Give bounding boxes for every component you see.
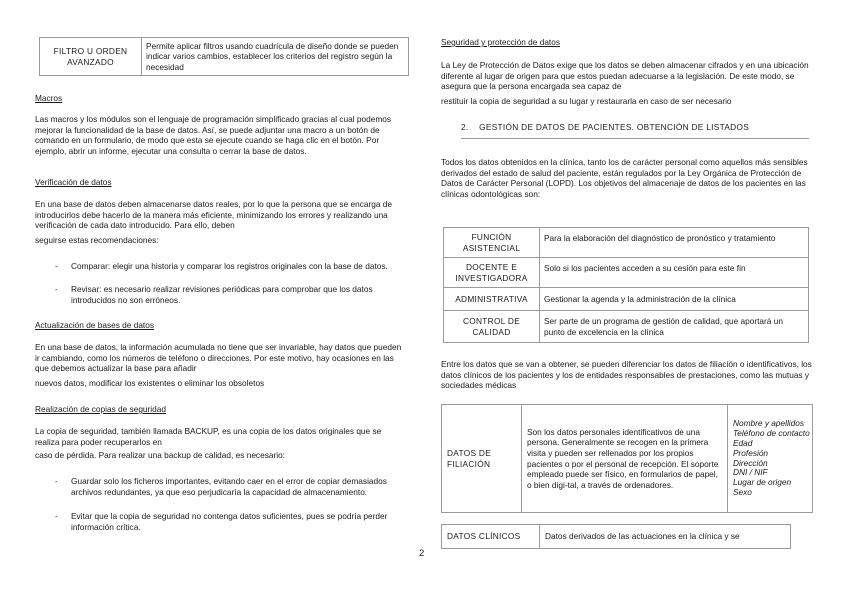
- filter-term-text: FILTRO U ORDEN AVANZADO: [53, 45, 128, 67]
- bullet-text: Guardar solo los ficheros importantes, evitando caer en el error de copiar demasiados archivos redundantes, ya que eso perjudicaría la capacidad de almacenamiento.: [71, 476, 387, 497]
- objective-desc-text: Solo si los pacientes acceden a su cesión para este fin: [544, 263, 746, 273]
- dash-bullet-icon: -: [55, 511, 58, 521]
- filiacion-desc: [522, 405, 728, 513]
- list-item: [55, 476, 385, 510]
- section-2-heading: [461, 122, 809, 133]
- objective-desc: [540, 311, 809, 343]
- actualizacion-paragraph-1: En una base de datos, la información acumulada no tiene que ser invariable, hay datos que pueden ir cambiando, como los números de teléfono o direcciones. Por este motivo, hay ocasiones en las que debemos actualizar la base para añadir: [35, 342, 402, 374]
- filiacion-field: Nombre y apellidos: [733, 417, 805, 428]
- objective-term-text: ADMINISTRATIVA: [455, 293, 528, 304]
- bullet-text: Revisar: es necesario realizar revisiones periódicas para comprobar que los datos introducidos no son erróneos.: [71, 284, 373, 305]
- macros-heading: Macros: [35, 93, 63, 103]
- section-title: GESTIÓN DE DATOS DE PACIENTES. OBTENCIÓN DE LISTADOS: [479, 122, 750, 132]
- dash-bullet-icon: -: [55, 476, 58, 486]
- page-number: 2: [419, 548, 425, 559]
- filiacion-field: Dirección: [733, 457, 768, 468]
- filiacion-field: Teléfono de contacto: [733, 427, 810, 438]
- dash-bullet-icon: -: [55, 284, 58, 294]
- objective-desc: [540, 228, 809, 258]
- verificacion-paragraph-2: seguirse estas recomendaciones:: [35, 235, 159, 245]
- objective-term: [444, 258, 540, 288]
- clinicos-term: [442, 525, 540, 549]
- bullet-text: Evitar que la copia de seguridad no contenga datos suficientes, pues se podría perder información crítica.: [71, 511, 388, 532]
- copias-paragraph-2: caso de pérdida. Para realizar una backup de calidad, es necesario:: [35, 450, 285, 460]
- macros-paragraph: Las macros y los módulos son el lenguaje de programación simplificado gracias al cual podemos mejorar la funcionalidad de la base de datos. Así, se puede adjuntar una macro a un botón de comando en un formulario, de modo que esta se ejecute cuando se haga clic en el botón. Por ejemplo, abrir un informe, ejecutar una consulta o cerrar la base de datos.: [35, 114, 392, 156]
- intro-paragraph: Todos los datos obtenidos en la clínica, tanto los de carácter personal como aquellos más sensibles derivados del estado de salud del paciente, están regulados por la Ley Orgánica de Protección de Datos de Carácter Personal (LOPD). Los objetivos del almacenaje de datos de los pacientes en las clínicas odontológicas son:: [441, 157, 808, 199]
- list-item: [55, 284, 385, 306]
- clinicos-term-text: DATOS CLÍNICOS: [447, 531, 521, 542]
- filter-definition-text: Permite aplicar filtros usando cuadrícula de diseño donde se pueden indicar varios cambios, establecer los criterios del registro según la necesidad: [146, 40, 399, 72]
- objective-term-text: DOCENTE E INVESTIGADORA: [455, 261, 528, 283]
- table-row: [444, 228, 809, 258]
- table-row: [442, 525, 791, 549]
- between-paragraph: Entre los datos que se van a obtener, se pueden diferenciar los datos de filiación o identificativos, los datos clínicos de los pacientes y los de entidades responsables de prestaciones, como las mutuas y sociedades médicas: [441, 359, 812, 391]
- table-row: [444, 288, 809, 311]
- objective-term: [444, 228, 540, 258]
- objective-desc-text: Gestionar la agenda y la administración de la clínica: [544, 293, 736, 304]
- clinicos-table: [441, 524, 791, 549]
- clinicos-desc: [540, 525, 791, 549]
- section-number: 2.: [461, 122, 469, 132]
- copias-paragraph-1: La copia de seguridad, también llamada BACKUP, es una copia de los datos originales que se realiza para poder recuperarlos en: [35, 426, 382, 447]
- objective-desc: [540, 258, 809, 288]
- objective-term-text: CONTROL DE CALIDAD: [462, 315, 521, 337]
- objective-term: [444, 311, 540, 343]
- table-row: [40, 38, 409, 76]
- filiacion-fields: [728, 405, 813, 513]
- seguridad-paragraph-2: restituir la copia de seguridad a su lugar y restaurarla en caso de ser necesario: [441, 96, 732, 106]
- copias-heading: Realización de copias de seguridad: [35, 404, 166, 414]
- filter-term: [40, 38, 142, 76]
- filiacion-field: Lugar de origen: [733, 477, 792, 488]
- objectives-table: [443, 227, 809, 343]
- table-row: [444, 311, 809, 343]
- section-divider: [461, 138, 809, 139]
- seguridad-heading: Seguridad y protección de datos: [441, 37, 561, 47]
- filiacion-field: Sexo: [733, 487, 752, 498]
- clinicos-desc-text: Datos derivados de las actuaciones en la clínica y se: [545, 531, 740, 542]
- bullet-text: Comparar: elegir una historia y comparar los registros originales con la base de datos.: [71, 261, 388, 271]
- filiacion-term: [442, 405, 522, 513]
- objective-desc: [540, 288, 809, 311]
- filiacion-field: Profesión: [733, 447, 769, 458]
- objective-term: [444, 288, 540, 311]
- list-item: [55, 261, 388, 283]
- list-item: [55, 511, 388, 533]
- filter-definition: [142, 38, 409, 76]
- objective-desc-text: Para la elaboración del diagnóstico de pronóstico y tratamiento: [544, 233, 776, 243]
- verificacion-heading: Verificación de datos: [35, 177, 112, 187]
- dash-bullet-icon: -: [55, 261, 58, 271]
- objective-term-text: FUNCIÓN ASISTENCIAL: [462, 231, 521, 253]
- verificacion-paragraph-1: En una base de datos deben almacenarse datos reales, por lo que la persona que se encarga de introducirlos debe hacerlo de la manera más eficiente, minimizando los errores y realizando una verificación de cada dato introducido. Para ello, deben: [35, 199, 393, 231]
- filiacion-field: Edad: [733, 437, 753, 448]
- filiacion-desc-text: Son los datos personales identificativos de una persona. Generalmente se recogen en la primera visita y pueden ser rellenados por los propios pacientes o por el personal de recepción. El soporte empleado puede ser físico, en formularios de papel, o bien digi-tal, a través de ordenadores.: [527, 426, 719, 490]
- seguridad-paragraph-1: La Ley de Protección de Datos exige que los datos se deben almacenar cifrados y en una ubicación diferente al lugar de origen para que estos puedan adecuarse a la legislación. De este modo, se asegura que la persona encargada sea capaz de: [441, 60, 809, 92]
- filiacion-term-text: DATOS DE FILIACIÓN: [447, 447, 492, 469]
- objective-desc-text: Ser parte de un programa de gestión de calidad, que aportará un punto de excelencia en la clínica: [544, 315, 783, 337]
- filiacion-table: [441, 404, 813, 513]
- actualizacion-heading: Actualización de bases de datos: [35, 320, 155, 330]
- table-row: [444, 258, 809, 288]
- filiacion-field: DNI / NIF: [733, 467, 768, 478]
- filter-table: [39, 37, 409, 76]
- actualizacion-paragraph-2: nuevos datos, modificar los existentes o eliminar los obsoletos: [35, 378, 265, 388]
- table-row: [442, 405, 813, 513]
